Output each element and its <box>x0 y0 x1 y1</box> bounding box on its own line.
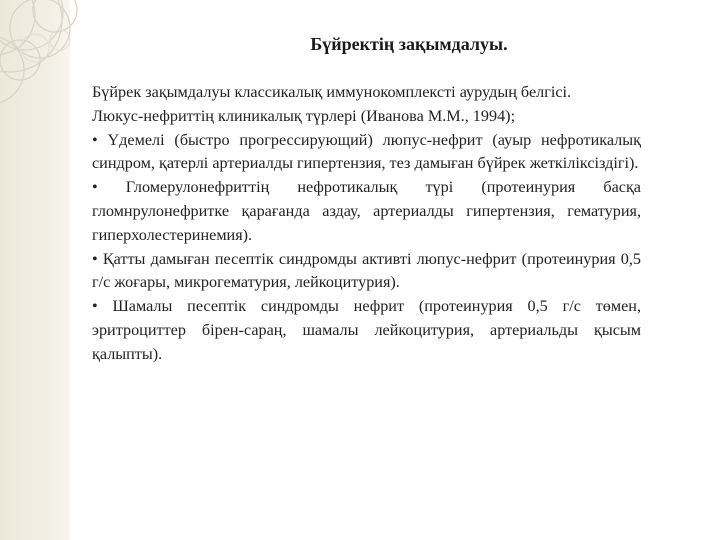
body-bullet-progressive: • Үдемелі (быстро прогрессирующий) люпус-нефрит (ауыр нефротикалық синдром, қатерлі артериалды гипертензия, тез дамыған бүйрек жеткіліксіздігі). <box>92 130 641 173</box>
slide-body <box>92 81 641 367</box>
body-paragraph-intro: Бүйрек зақымдалуы классикалық иммунокомплексті аурудың белгісі. <box>92 83 572 101</box>
body-bullet-active: • Қатты дамыған песептік синдромды активті люпус-нефрит (протеинурия 0,5 г/с жоғары, микрогематурия, лейкоцитурия). <box>92 249 641 292</box>
body-bullet-nephrotic: • Гломерулонефриттің нефротикалық түрі (протеинурия басқа гломнрулонефритке қарағанда аздау, артериалды гипертензия, гематурия, гиперхолестеринемия). <box>92 178 641 244</box>
left-decorative-band <box>0 0 70 540</box>
body-paragraph-classification: Люкус-нефриттің клиникалық түрлері (Иванова М.М., 1994); <box>92 106 516 125</box>
body-bullet-mild: • Шамалы песептік синдромды нефрит (протеинурия 0,5 г/с төмен, эритроциттер бірен-сараң, шамалы лейкоцитурия, артериальды қысым қалыпты). <box>92 297 641 363</box>
slide-title: Бүйректің зақымдалуы. <box>310 34 508 54</box>
